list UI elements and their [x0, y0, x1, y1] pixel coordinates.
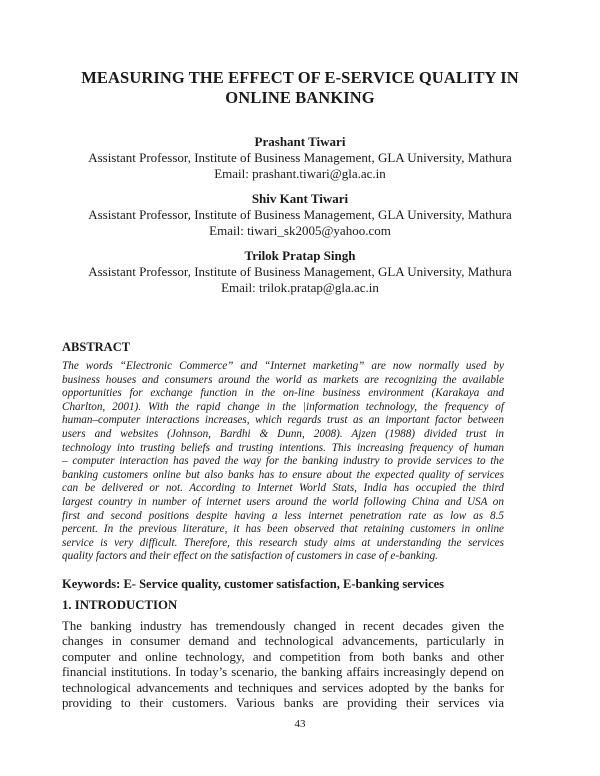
abstract-line: business houses and consumers around the world as markets are recognizing the available: [62, 373, 504, 386]
author-email: Email: prashant.tiwari@gla.ac.in: [214, 166, 386, 181]
title-line-1: MEASURING THE EFFECT OF E-SERVICE QUALITY IN: [81, 68, 519, 87]
abstract-line: – computer interaction has paved the way for the banking industry to provide services to the: [62, 455, 504, 468]
abstract-line: quality factors and their effect on the satisfaction of customers in case of e-banking.: [62, 550, 438, 563]
body-text: [62, 619, 504, 711]
author-name: Trilok Pratap Singh: [244, 248, 356, 263]
body-line: financial institutions. In today’s scenario, the banking affairs increasingly depend on: [62, 665, 504, 680]
abstract-line: technology into trusting beliefs and trusting intentions. This increasing frequency of human: [62, 441, 504, 454]
abstract-text: [62, 360, 504, 564]
body-line: The banking industry has tremendously changed in recent decades given the: [62, 619, 504, 633]
keywords-text: E- Service quality, customer satisfaction, E-banking services: [120, 577, 445, 591]
author-email: Email: tiwari_sk2005@yahoo.com: [209, 223, 391, 238]
abstract-line: banking customers online but also banks has to ensure about the expected quality of services: [62, 468, 504, 481]
body-line: computer and online technology, and competition from both banks and other: [62, 649, 504, 664]
keywords-label: Keywords:: [62, 577, 121, 591]
abstract-line: users and websites (Johnson, Bardhi & Dunn, 2008). Ajzen (1988) divided trust in: [62, 427, 504, 440]
abstract-line: Charlton, 2001). With the rapid change in the |information technology, the frequency of: [62, 400, 504, 413]
title-line-2: ONLINE BANKING: [225, 88, 375, 107]
abstract-line: opportunities for exchange function in the on-line business environment (Karakaya and: [62, 387, 504, 400]
abstract-line: The words “Electronic Commerce” and “Internet marketing” are now normally used by: [62, 360, 504, 372]
author-block-2: [40, 191, 560, 239]
author-affiliation: Assistant Professor, Institute of Business Management, GLA University, Mathura: [88, 207, 512, 222]
abstract-heading: ABSTRACT: [62, 340, 131, 354]
body-line: technological advancements and techniques and services adopted by the banks for: [62, 680, 504, 695]
abstract-line: first and second positions despite having a less internet penetration rate as low as 8.5: [62, 509, 504, 522]
author-email: Email: trilok.pratap@gla.ac.in: [221, 280, 379, 295]
abstract-line: can be delivered or not. According to Internet World Stats, India has occupied the third: [62, 482, 504, 495]
author-affiliation: Assistant Professor, Institute of Business Management, GLA University, Mathura: [88, 150, 512, 165]
author-affiliation: Assistant Professor, Institute of Business Management, GLA University, Mathura: [88, 264, 512, 279]
author-block-1: [40, 134, 560, 182]
page-number: 43: [294, 718, 306, 730]
body-line: providing to their customers. Various banks are providing their services via: [62, 696, 504, 711]
abstract-line: service is very difficult. Therefore, this research study aims at understanding the services: [62, 536, 504, 549]
paper-title: [60, 68, 540, 108]
author-name: Shiv Kant Tiwari: [251, 191, 349, 206]
keywords: [62, 577, 444, 592]
abstract-line: largest country in number of internet users around the world following China and USA on: [62, 495, 504, 508]
body-line: changes in consumer demand and technological advancements, particularly in: [62, 634, 504, 649]
author-block-3: [40, 248, 560, 296]
abstract-line: human–computer interactions increases, which regards trust as an important factor between: [62, 414, 504, 427]
section-heading: 1. INTRODUCTION: [62, 598, 178, 612]
author-name: Prashant Tiwari: [254, 134, 346, 149]
abstract-line: percent. In the previous literature, it has been observed that retaining customers in online: [62, 523, 504, 536]
